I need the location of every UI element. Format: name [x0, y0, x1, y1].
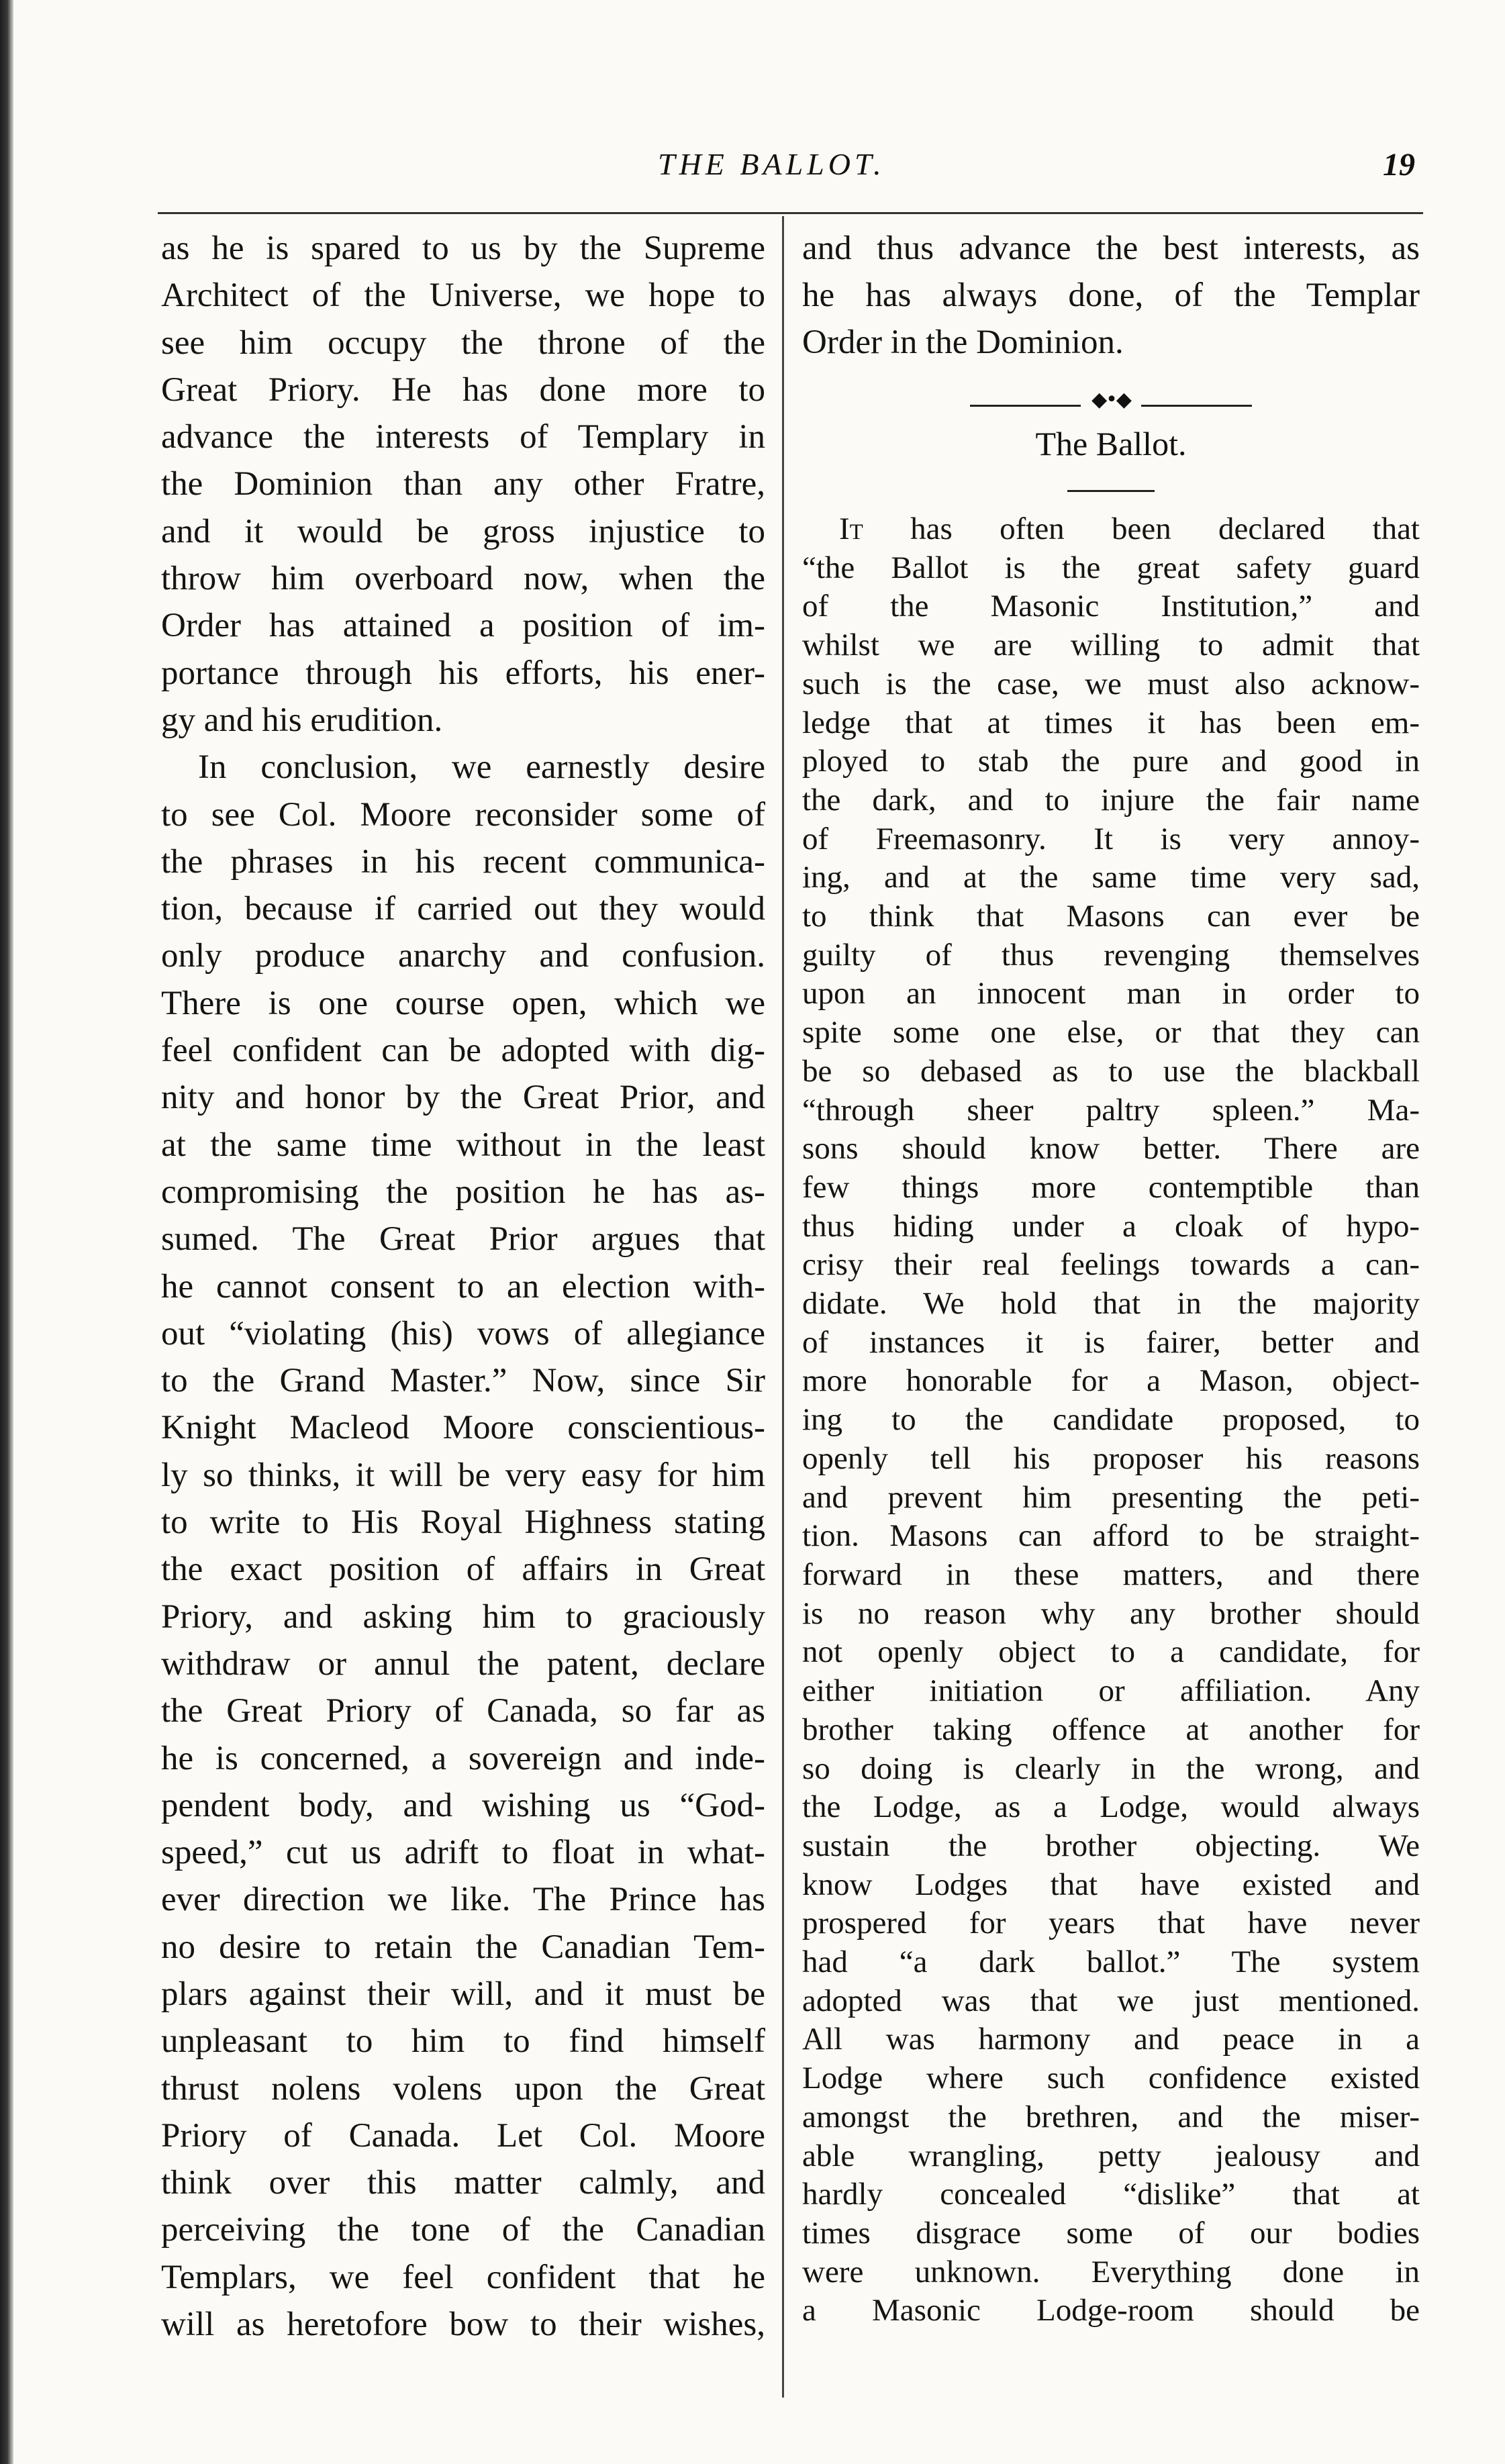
text-line: to write to His Royal Highness stating — [161, 1504, 765, 1542]
text-line: to the Grand Master.” Now, since Sir — [161, 1362, 765, 1400]
text-line: advance the interests of Templary in — [161, 418, 765, 456]
text-line: Architect of the Universe, we hope to — [161, 277, 765, 315]
text-line: he has always done, of the Templar — [802, 277, 1420, 314]
text-line: sustain the brother objecting. We — [802, 1828, 1420, 1863]
drop-lead-word: It — [839, 511, 863, 546]
text-line: thrust nolens volens upon the Great — [161, 2069, 765, 2108]
text-line: see him occupy the throne of the — [161, 324, 765, 362]
text-line: ledge that at times it has been em- — [802, 705, 1420, 740]
text-line: Order in the Dominion. — [802, 324, 1124, 361]
ornament-rule-left — [970, 405, 1081, 407]
text-line: In conclusion, we earnestly desire — [198, 748, 765, 787]
text-line: ing to the candidate proposed, to — [802, 1402, 1420, 1438]
text-line: either initiation or affiliation. Any — [802, 1673, 1420, 1709]
text-line: thus hiding under a cloak of hypo- — [802, 1208, 1420, 1244]
text-line: throw him overboard now, when the — [161, 560, 765, 598]
text-line: is no reason why any brother should — [802, 1595, 1420, 1631]
text-line: openly tell his proposer his reasons — [802, 1440, 1420, 1476]
text-line: at the same time without in the least — [161, 1126, 765, 1164]
text-line: to see Col. Moore reconsider some of — [161, 795, 765, 834]
text-line: portance through his efforts, his ener- — [161, 654, 765, 692]
text-line: feel confident can be adopted with dig- — [161, 1032, 765, 1070]
text-line: ing, and at the same time very sad, — [802, 860, 1420, 895]
header-rule — [158, 212, 1423, 214]
text-line: sumed. The Great Prior argues that — [161, 1220, 765, 1259]
left-column — [161, 225, 765, 2348]
text-line: ly so thinks, it will be very easy for him — [161, 1456, 765, 1494]
text-line: such is the case, we must also acknow- — [802, 666, 1420, 701]
text-line: the dark, and to injure the fair name — [802, 782, 1420, 818]
text-line: plars against their will, and it must be — [161, 1975, 765, 2013]
text-line: and thus advance the best interests, as — [802, 230, 1420, 267]
ornament-rule-right — [1141, 405, 1252, 407]
text-line: only produce anarchy and confusion. — [161, 937, 765, 975]
text-line: not openly object to a candidate, for — [802, 1634, 1420, 1670]
text-line: and prevent him presenting the peti- — [802, 1479, 1420, 1515]
text-line: pendent body, and wishing us “God- — [161, 1786, 765, 1824]
text-line: the Lodge, as a Lodge, would always — [802, 1789, 1420, 1825]
text-line: speed,” cut us adrift to float in what- — [161, 1834, 765, 1872]
text-line: he cannot consent to an election with- — [161, 1267, 765, 1305]
text-line: forward in these matters, and there — [802, 1557, 1420, 1592]
text-line: tion. Masons can afford to be straight- — [802, 1518, 1420, 1554]
text-line: hardly concealed “dislike” that at — [802, 2177, 1420, 2212]
text-line: Great Priory. He has done more to — [161, 371, 765, 409]
text-line: Lodge where such confidence existed — [802, 2061, 1420, 2096]
text-line: times disgrace some of our bodies — [802, 2215, 1420, 2251]
text-line: the Dominion than any other Fratre, — [161, 465, 765, 503]
text-line: were unknown. Everything done in — [802, 2254, 1420, 2289]
text-line: compromising the position he has as- — [161, 1173, 765, 1211]
text-line: the phrases in his recent communica- — [161, 842, 765, 881]
text-line: out “violating (his) vows of allegiance — [161, 1314, 765, 1352]
text-line: ever direction we like. The Prince has — [161, 1881, 765, 1919]
text-line: unpleasant to him to find himself — [161, 2022, 765, 2061]
title-rule — [1067, 490, 1155, 492]
text-line: he is concerned, a sovereign and inde- — [161, 1739, 765, 1777]
text-line: the exact position of affairs in Great — [161, 1550, 765, 1589]
text-line — [802, 510, 1420, 549]
text-line: ployed to stab the pure and good in — [802, 744, 1420, 779]
text-line: think over this matter calmly, and — [161, 2164, 765, 2202]
binding-edge — [0, 0, 13, 2464]
text-fragment: has often been declared that — [863, 511, 1420, 546]
section-title: The Ballot. — [1035, 425, 1187, 462]
text-line: upon an innocent man in order to — [802, 976, 1420, 1012]
text-line: There is one course open, which we — [161, 984, 765, 1022]
right-column-intro — [802, 225, 1420, 366]
text-line: nity and honor by the Great Prior, and — [161, 1079, 765, 1117]
text-line: sons should know better. There are — [802, 1131, 1420, 1167]
text-line: tion, because if carried out they would — [161, 890, 765, 928]
text-line: had “a dark ballot.” The system — [802, 1944, 1420, 1980]
text-line: no desire to retain the Canadian Tem- — [161, 1928, 765, 1966]
text-line: gy and his erudition. — [161, 701, 443, 739]
text-line: All was harmony and peace in a — [802, 2022, 1420, 2057]
text-line: whilst we are willing to admit that — [802, 628, 1420, 663]
column-divider — [782, 216, 784, 2398]
text-line: withdraw or annul the patent, declare — [161, 1644, 765, 1683]
running-title: THE BALLOT. — [658, 147, 885, 181]
text-line: adopted was that we just mentioned. — [802, 1983, 1420, 2018]
text-line: “the Ballot is the great safety guard — [802, 550, 1420, 585]
text-line: as he is spared to us by the Supreme — [161, 230, 765, 267]
text-line: few things more contemptible than — [802, 1169, 1420, 1205]
text-line: Knight Macleod Moore conscientious- — [161, 1409, 765, 1447]
section-ornament — [970, 388, 1252, 413]
text-line: of instances it is fairer, better and — [802, 1324, 1420, 1360]
text-line: amongst the brethren, and the miser- — [802, 2099, 1420, 2134]
text-line: perceiving the tone of the Canadian — [161, 2211, 765, 2249]
text-line: crisy their real feelings towards a can- — [802, 1247, 1420, 1283]
text-line: a Masonic Lodge-room should be — [802, 2293, 1420, 2328]
text-line: of Freemasonry. It is very annoy- — [802, 821, 1420, 856]
text-line: Order has attained a position of im- — [161, 607, 765, 645]
text-line: spite some one else, or that they can — [802, 1015, 1420, 1050]
text-line: of the Masonic Institution,” and — [802, 589, 1420, 624]
text-line: brother taking offence at another for — [802, 1712, 1420, 1747]
text-line: and it would be gross injustice to — [161, 512, 765, 550]
right-column-article — [802, 510, 1420, 2330]
text-line: didate. We hold that in the majority — [802, 1286, 1420, 1322]
text-line: will as heretofore bow to their wishes, — [161, 2306, 765, 2344]
text-line: prospered for years that have never — [802, 1906, 1420, 1941]
page-number: 19 — [1383, 147, 1415, 183]
text-line: more honorable for a Mason, object- — [802, 1363, 1420, 1399]
text-line: “through sheer paltry spleen.” Ma- — [802, 1092, 1420, 1128]
text-line: know Lodges that have existed and — [802, 1867, 1420, 1902]
text-line: able wrangling, petty jealousy and — [802, 2138, 1420, 2173]
text-line: Priory, and asking him to graciously — [161, 1597, 765, 1636]
text-line: Templars, we feel confident that he — [161, 2258, 765, 2296]
text-line: guilty of thus revenging themselves — [802, 937, 1420, 973]
text-line: so doing is clearly in the wrong, and — [802, 1751, 1420, 1786]
text-line: Priory of Canada. Let Col. Moore — [161, 2116, 765, 2155]
text-line: to think that Masons can ever be — [802, 899, 1420, 934]
text-line: the Great Priory of Canada, so far as — [161, 1692, 765, 1730]
diamond-ornament-icon: ◆•◆ — [1091, 388, 1130, 411]
text-line: be so debased as to use the blackball — [802, 1053, 1420, 1089]
